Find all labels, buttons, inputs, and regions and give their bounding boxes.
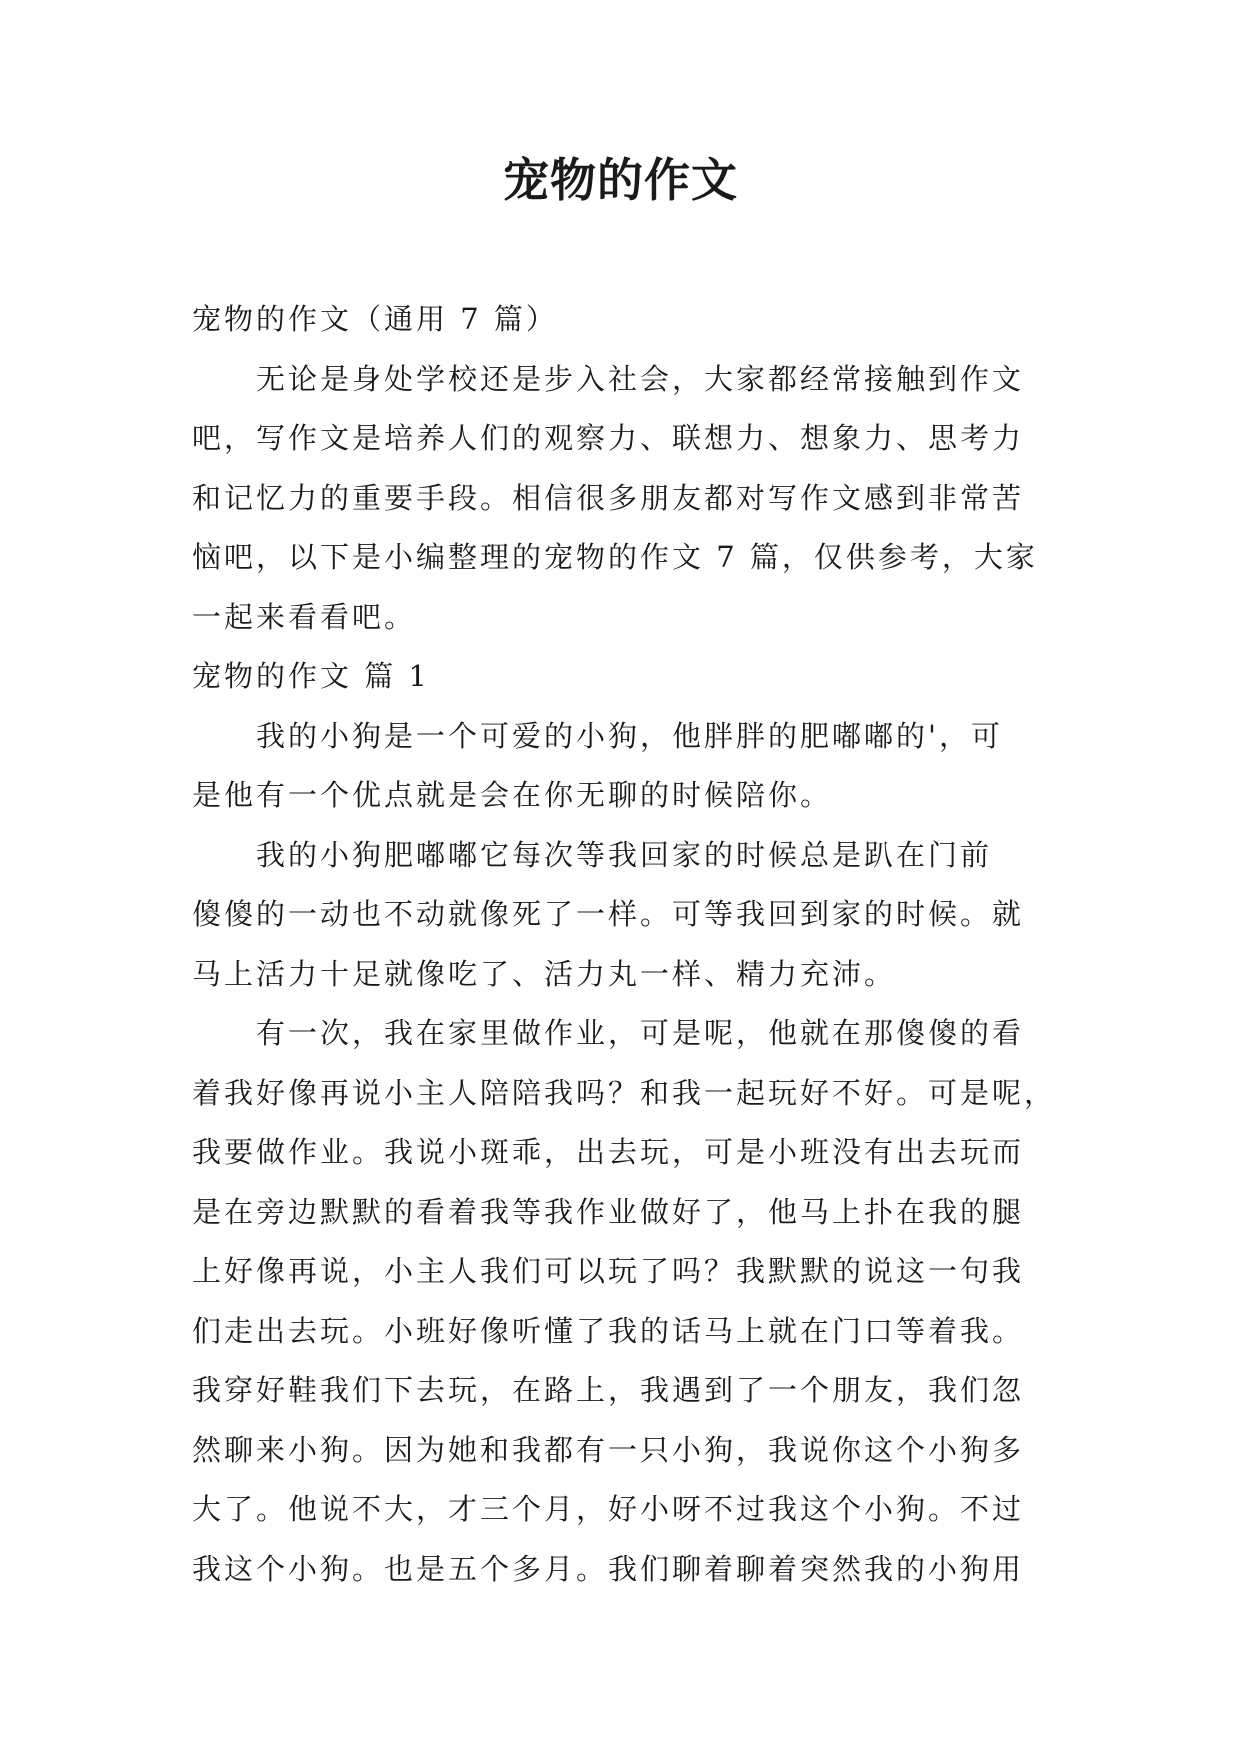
text-line: 着我好像再说小主人陪陪我吗？和我一起玩好不好。可是呢， — [192, 1075, 1057, 1110]
document-title: 宠物的作文 — [503, 153, 738, 207]
section-heading: 宠物的作文 篇 1 — [192, 659, 430, 693]
text-line: 我这个小狗。也是五个多月。我们聊着聊着突然我的小狗用 — [192, 1551, 1025, 1586]
text-line: 无论是身处学校还是步入社会，大家都经常接触到作文 — [256, 361, 1025, 396]
text-line: 大了。他说不大，才三个月，好小呀不过我这个小狗。不过 — [192, 1492, 1025, 1526]
text-line: 我穿好鞋我们下去玩，在路上，我遇到了一个朋友，我们忽 — [192, 1373, 1025, 1407]
text-line: 然聊来小狗。因为她和我都有一只小狗，我说你这个小狗多 — [192, 1432, 1025, 1467]
text-line: 是在旁边默默的看着我等我作业做好了，他马上扑在我的腿 — [192, 1194, 1025, 1229]
text-line: 有一次，我在家里做作业，可是呢，他就在那傻傻的看 — [256, 1016, 1025, 1050]
text-line: 吧，写作文是培养人们的观察力、联想力、想象力、思考力 — [192, 421, 1025, 455]
text-line: 傻傻的一动也不动就像死了一样。可等我回到家的时候。就 — [192, 897, 1025, 931]
text-line: 一起来看看吧。 — [192, 599, 417, 634]
text-line: 是他有一个优点就是会在你无聊的时候陪你。 — [192, 778, 833, 812]
text-line: 我要做作业。我说小斑乖，出去玩，可是小班没有出去玩而 — [192, 1135, 1025, 1169]
section-heading: 宠物的作文（通用 7 篇） — [192, 302, 558, 336]
text-line: 马上活力十足就像吃了、活力丸一样、精力充沛。 — [192, 956, 897, 991]
document-body — [192, 290, 1062, 1599]
text-line: 我的小狗是一个可爱的小狗，他胖胖的肥嘟嘟的'，可 — [256, 718, 1003, 753]
text-line: 上好像再说，小主人我们可以玩了吗？我默默的说这一句我 — [192, 1254, 1025, 1288]
text-line: 们走出去玩。小班好像听懂了我的话马上就在门口等着我。 — [192, 1313, 1025, 1348]
text-line: 我的小狗肥嘟嘟它每次等我回家的时候总是趴在门前 — [256, 837, 993, 872]
text-line: 恼吧，以下是小编整理的宠物的作文 7 篇，仅供参考，大家 — [192, 540, 1038, 574]
text-line: 和记忆力的重要手段。相信很多朋友都对写作文感到非常苦 — [192, 480, 1025, 515]
